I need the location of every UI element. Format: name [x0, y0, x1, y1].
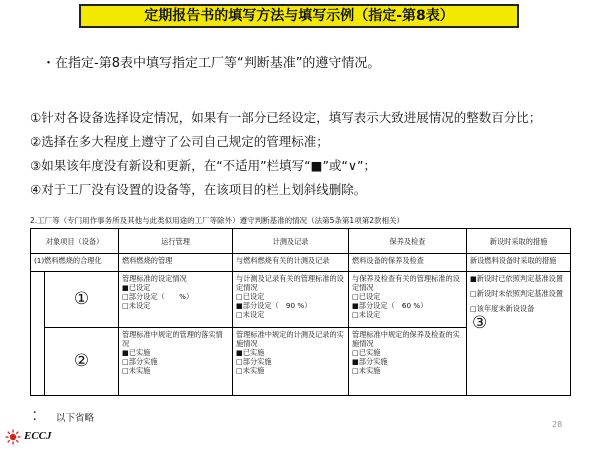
row1-maintenance-opt3: □未设定 [352, 310, 381, 319]
header-operation: 运行管理 [119, 229, 233, 254]
header-object: 对象项目（设备） [31, 229, 119, 254]
row-category-new-install: 新设燃料设备时采取的措施 [467, 254, 571, 272]
row-category-operation: 燃料燃烧的管理 [119, 254, 233, 272]
header-new-install: 新设时采取的措施 [467, 229, 571, 254]
row1-maintenance-opt2: ■部分设定（ 60 %） [352, 301, 428, 310]
row-category-maintenance: 燃料设备的保养及检查 [349, 254, 467, 272]
row1-measurement-opt1: □已设定 [236, 292, 265, 301]
footer-bullets: ・ ・ [30, 408, 40, 426]
row2-mark: ② [45, 328, 119, 396]
page-number: 28 [552, 420, 563, 429]
row1-maintenance-opt1: □已设定 [352, 292, 381, 301]
row1-operation-heading: 管理标准的设定情况 [122, 274, 187, 283]
row1-operation [119, 272, 233, 328]
new-install-opt2: □新设时未依照判定基准设置 [470, 289, 564, 298]
row2-operation-opt2: □部分实施 [122, 357, 158, 366]
footer-note [30, 410, 94, 424]
row2-measurement-opt1: ■已实施 [236, 348, 265, 357]
row1-operation-opt1: ■已设定 [122, 283, 151, 292]
header-maintenance: 保养及检查 [349, 229, 467, 254]
page-title: 定期报告书的填写方法与填写示例（指定-第8表） [79, 4, 519, 28]
new-install-cell [467, 272, 571, 396]
compliance-table [30, 228, 571, 396]
new-install-mark: ③ [472, 313, 488, 333]
new-install-opt1: ■新设时已依照判定基准设置 [470, 274, 564, 283]
row2-operation-opt3: □未实施 [122, 366, 151, 375]
instruction-2: ②选择在多大程度上遵守了公司自己规定的管理标准； [30, 134, 329, 149]
row2-measurement-opt2: □部分实施 [236, 357, 272, 366]
row-category-item: (1)燃料燃烧的合理化 [31, 254, 119, 272]
sunburst-logo-icon [5, 429, 21, 445]
eccj-logo [3, 427, 63, 449]
row2-maintenance [349, 328, 467, 396]
footer-note-text: 以下省略 [56, 413, 95, 424]
row2-operation-heading: 管理标准中规定的管理的落实情况 [122, 330, 223, 348]
row1-maintenance [349, 272, 467, 328]
instruction-4: ④对于工厂没有设置的设备等，在该项目的栏上划斜线删除。 [30, 182, 367, 197]
row1-maintenance-heading: 与保养及检查有关的管理标准的设定情况 [352, 274, 460, 292]
row2-maintenance-opt1: □已实施 [352, 348, 381, 357]
row1-measurement [233, 272, 349, 328]
row1-operation-opt3: □未设定 [122, 301, 151, 310]
intro-text: ・在指定-第8表中填写指定工厂等“判断基准”的遵守情况。 [42, 56, 381, 71]
row2-maintenance-opt3: □未实施 [352, 366, 381, 375]
row1-measurement-heading: 与计测及记录有关的管理标准的设定情况 [236, 274, 344, 292]
row2-measurement-heading: 管理标准中规定的计测及记录的实施情况 [236, 330, 344, 348]
row2-operation-opt1: ■已实施 [122, 348, 151, 357]
row2-operation [119, 328, 233, 396]
row2-measurement [233, 328, 349, 396]
row1-measurement-opt3: □未设定 [236, 310, 265, 319]
row2-maintenance-opt2: ■部分实施 [352, 357, 388, 366]
logo-text: ECCJ [24, 430, 52, 442]
indent-cell [31, 272, 45, 396]
row1-measurement-opt2: ■部分设定（ 90 %） [236, 301, 312, 310]
row2-measurement-opt3: □未实施 [236, 366, 265, 375]
table-caption: 2.工厂等（专门用作事务所及其他与此类似用途的工厂等除外）遵守判断基准的情况（法第5条第1项第2款相关） [30, 216, 404, 225]
row-category-measurement: 与燃料燃烧有关的计测及记录 [233, 254, 349, 272]
header-measurement: 计测及记录 [233, 229, 349, 254]
row1-mark: ① [45, 272, 119, 328]
instruction-3: ③如果该年度没有新设和更新，在“不适用”栏填写“■”或“∨”； [30, 158, 377, 173]
instruction-1: ①针对各设备选择设定情况，如果有一部分已经设定，填写表示大致进展情况的整数百分比； [30, 110, 542, 125]
row1-operation-opt2: □部分设定（ %） [122, 292, 194, 301]
row2-maintenance-heading: 管理标准中规定的保养及检查的实施情况 [352, 330, 460, 348]
new-install-opt3: □该年度未新设设备 [470, 304, 535, 313]
